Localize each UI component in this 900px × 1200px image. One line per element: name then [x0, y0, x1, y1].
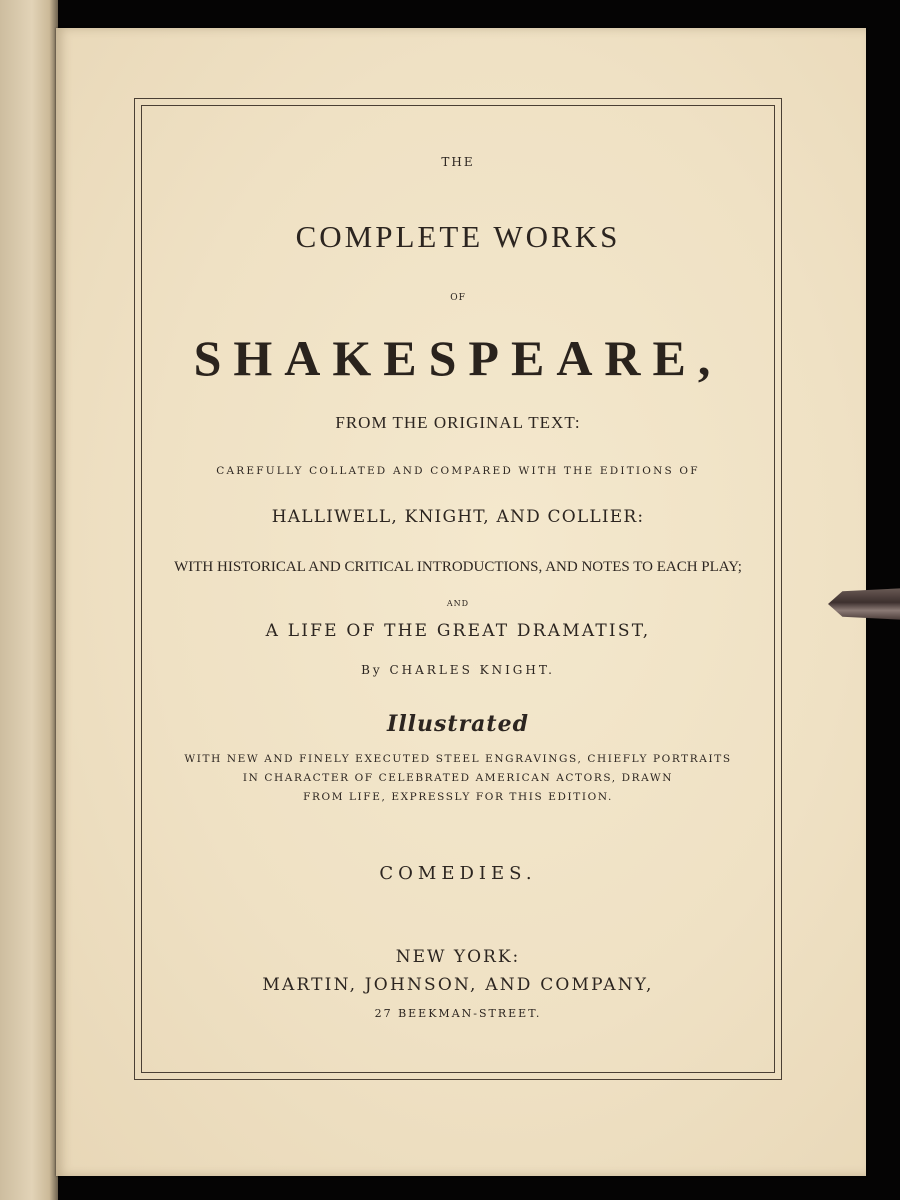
engravings-line-2: IN CHARACTER OF CELEBRATED AMERICAN ACTORS, DRAWN [242, 772, 674, 784]
subtitle-introductions: WITH HISTORICAL AND CRITICAL INTRODUCTIONS, AND NOTES TO EACH PLAY; [174, 559, 742, 575]
illustrated-heading: Illustrated [387, 711, 529, 737]
engravings-line-3: FROM LIFE, EXPRESSLY FOR THIS EDITION. [303, 791, 613, 803]
imprint-city: NEW YORK: [395, 947, 521, 967]
imprint-address: 27 BEEKMAN-STREET. [374, 1007, 542, 1020]
subtitle-life: A LIFE OF THE GREAT DRAMATIST, [265, 621, 651, 641]
imprint-publisher: MARTIN, JOHNSON, AND COMPANY, [262, 975, 654, 995]
volume-title: COMEDIES. [379, 863, 537, 884]
facing-page-edge [0, 0, 58, 1200]
title-author: SHAKESPEARE, [193, 330, 723, 386]
author-byline: By CHARLES KNIGHT. [361, 663, 555, 677]
engravings-line-1: WITH NEW AND FINELY EXECUTED STEEL ENGRAVINGS, CHIEFLY PORTRAITS [184, 753, 732, 765]
title-of: OF [450, 293, 466, 303]
subtitle-collated: CAREFULLY COLLATED AND COMPARED WITH THE EDITIONS OF [216, 465, 700, 477]
title-complete-works: COMPLETE WORKS [295, 219, 621, 254]
title-page-text [141, 105, 775, 1073]
title-the: THE [441, 155, 475, 169]
subtitle-and: AND [446, 599, 470, 608]
subtitle-original-text: FROM THE ORIGINAL TEXT: [335, 413, 581, 432]
subtitle-editors: HALLIWELL, KNIGHT, AND COLLIER: [271, 507, 645, 527]
